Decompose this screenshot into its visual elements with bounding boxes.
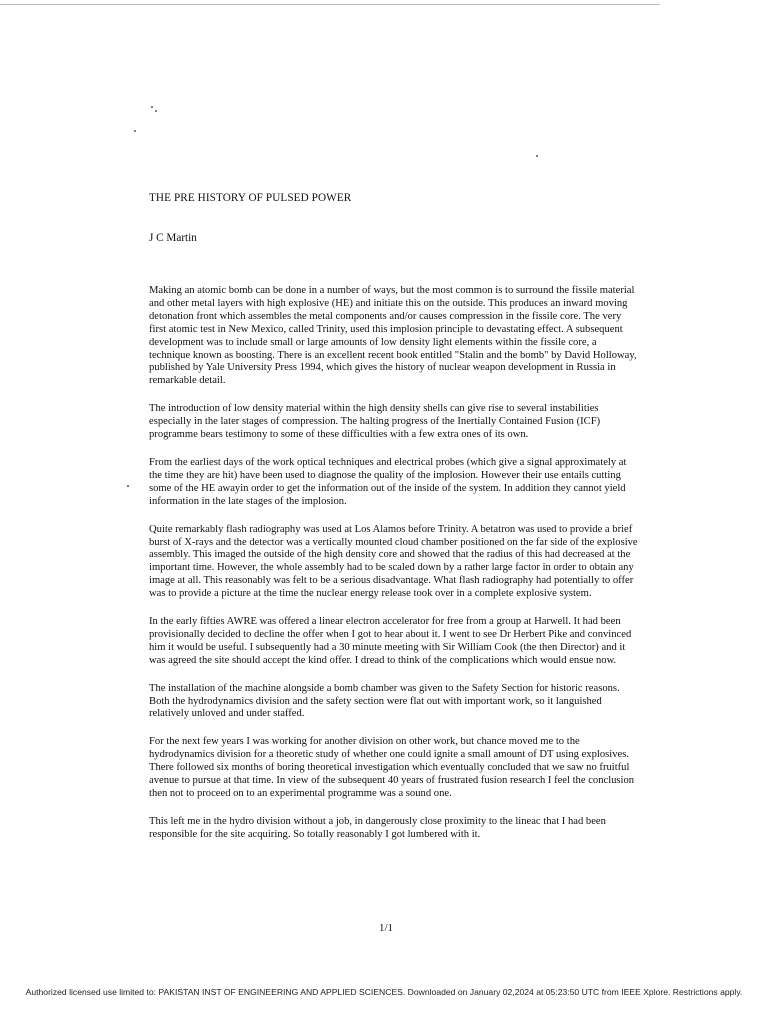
- paragraph: Making an atomic bomb can be done in a number of ways, but the most common is to surround the fissile material and other metal layers with high explosive (HE) and initiate this on the outside. This produces an inward moving detonation front which assembles the metal components and/or causes compression in the fissile core. The very first atomic test in New Mexico, called Trinity, used this implosion principle to devastating effect. A subsequent development was to include small or large amounts of low density light elements within the fissile core, a technique known as boosting. There is an excellent recent book entitled "Stalin and the bomb" by David Holloway, published by Yale University Press 1994, which gives the history of nuclear weapon development in Russia in remarkable detail.: [149, 285, 637, 387]
- page-number: 1/1: [379, 922, 394, 934]
- scan-speck: [127, 485, 129, 487]
- paragraph: From the earliest days of the work optical techniques and electrical probes (which give a signal approximately at the time they are hit) have been used to diagnose the quality of the implosion. However their use entails cutting some of the HE awayin order to get the information out of the inside of the system. In addition they cannot yield information in the late stages of the implosion.: [149, 456, 627, 507]
- document-title: THE PRE HISTORY OF PULSED POWER: [149, 192, 352, 204]
- paragraph: This left me in the hydro division without a job, in dangerously close proximity to the lineac that I had been responsible for the site acquiring. So totally reasonably I got lumbered with it.: [149, 815, 606, 840]
- document-author: J C Martin: [149, 232, 197, 244]
- paragraph: For the next few years I was working for another division on other work, but chance moved me to the hydrodynamics division for a theoretic study of whether one could ignite a small amount of DT using explosives. There followed six months of boring theoretical investigation which eventually concluded that we saw no fruitful avenue to pursue at that time. In view of the subsequent 40 years of frustrated fusion research I feel the conclusion then not to proceed on to an experimental programme was a sound one.: [149, 736, 635, 799]
- scan-speck: [151, 106, 153, 108]
- paragraph: The introduction of low density material within the high density shells can give rise to several instabilities especially in the later stages of compression. The halting progress of the Inertially Contained Fusion (ICF) programme bears testimony to some of these difficulties with a few extra ones of its own.: [149, 403, 601, 441]
- paragraph: Quite remarkably flash radiography was used at Los Alamos before Trinity. A betatron was used to provide a brief burst of X-rays and the detector was a vertically mounted cloud chamber positioned on the far side of the explosive assembly. This imaged the outside of the high density core and showed that the radius of this had decreased at the important time. However, the whole assembly had to be scaled down by a rather large factor in order to obtain any image at all. This reasonably was felt to be a serious disadvantage. What flash radiography had potentially to offer was to provide a picture at the time the nuclear energy release took over in a complete explosive system.: [149, 523, 638, 600]
- scan-speck: [134, 130, 136, 132]
- scan-speck: [155, 110, 157, 112]
- paragraph: The installation of the machine alongside a bomb chamber was given to the Safety Section for historic reasons. Both the hydrodynamics division and the safety section were flat out with important work, so it languished relatively unloved and under staffed.: [149, 682, 620, 720]
- scan-speck: [536, 155, 538, 157]
- license-notice: Authorized licensed use limited to: PAKISTAN INST OF ENGINEERING AND APPLIED SCIENCES. Downloaded on January 02,2024 at 05:23:50 UTC from IEEE Xplore. Restrictions apply.: [25, 987, 743, 997]
- document-body: [149, 285, 639, 857]
- top-scan-rule: [0, 4, 660, 5]
- paragraph: In the early fifties AWRE was offered a linear electron accelerator for free from a group at Harwell. It had been provisionally decided to decline the offer when I got to hear about it. I went to see Dr Herbert Pike and convinced him it would be useful. I subsequently had a 30 minute meeting with Sir William Cook (the then Director) and it was agreed the site should accept the kind offer. I dread to think of the complications which would ensue now.: [149, 616, 632, 666]
